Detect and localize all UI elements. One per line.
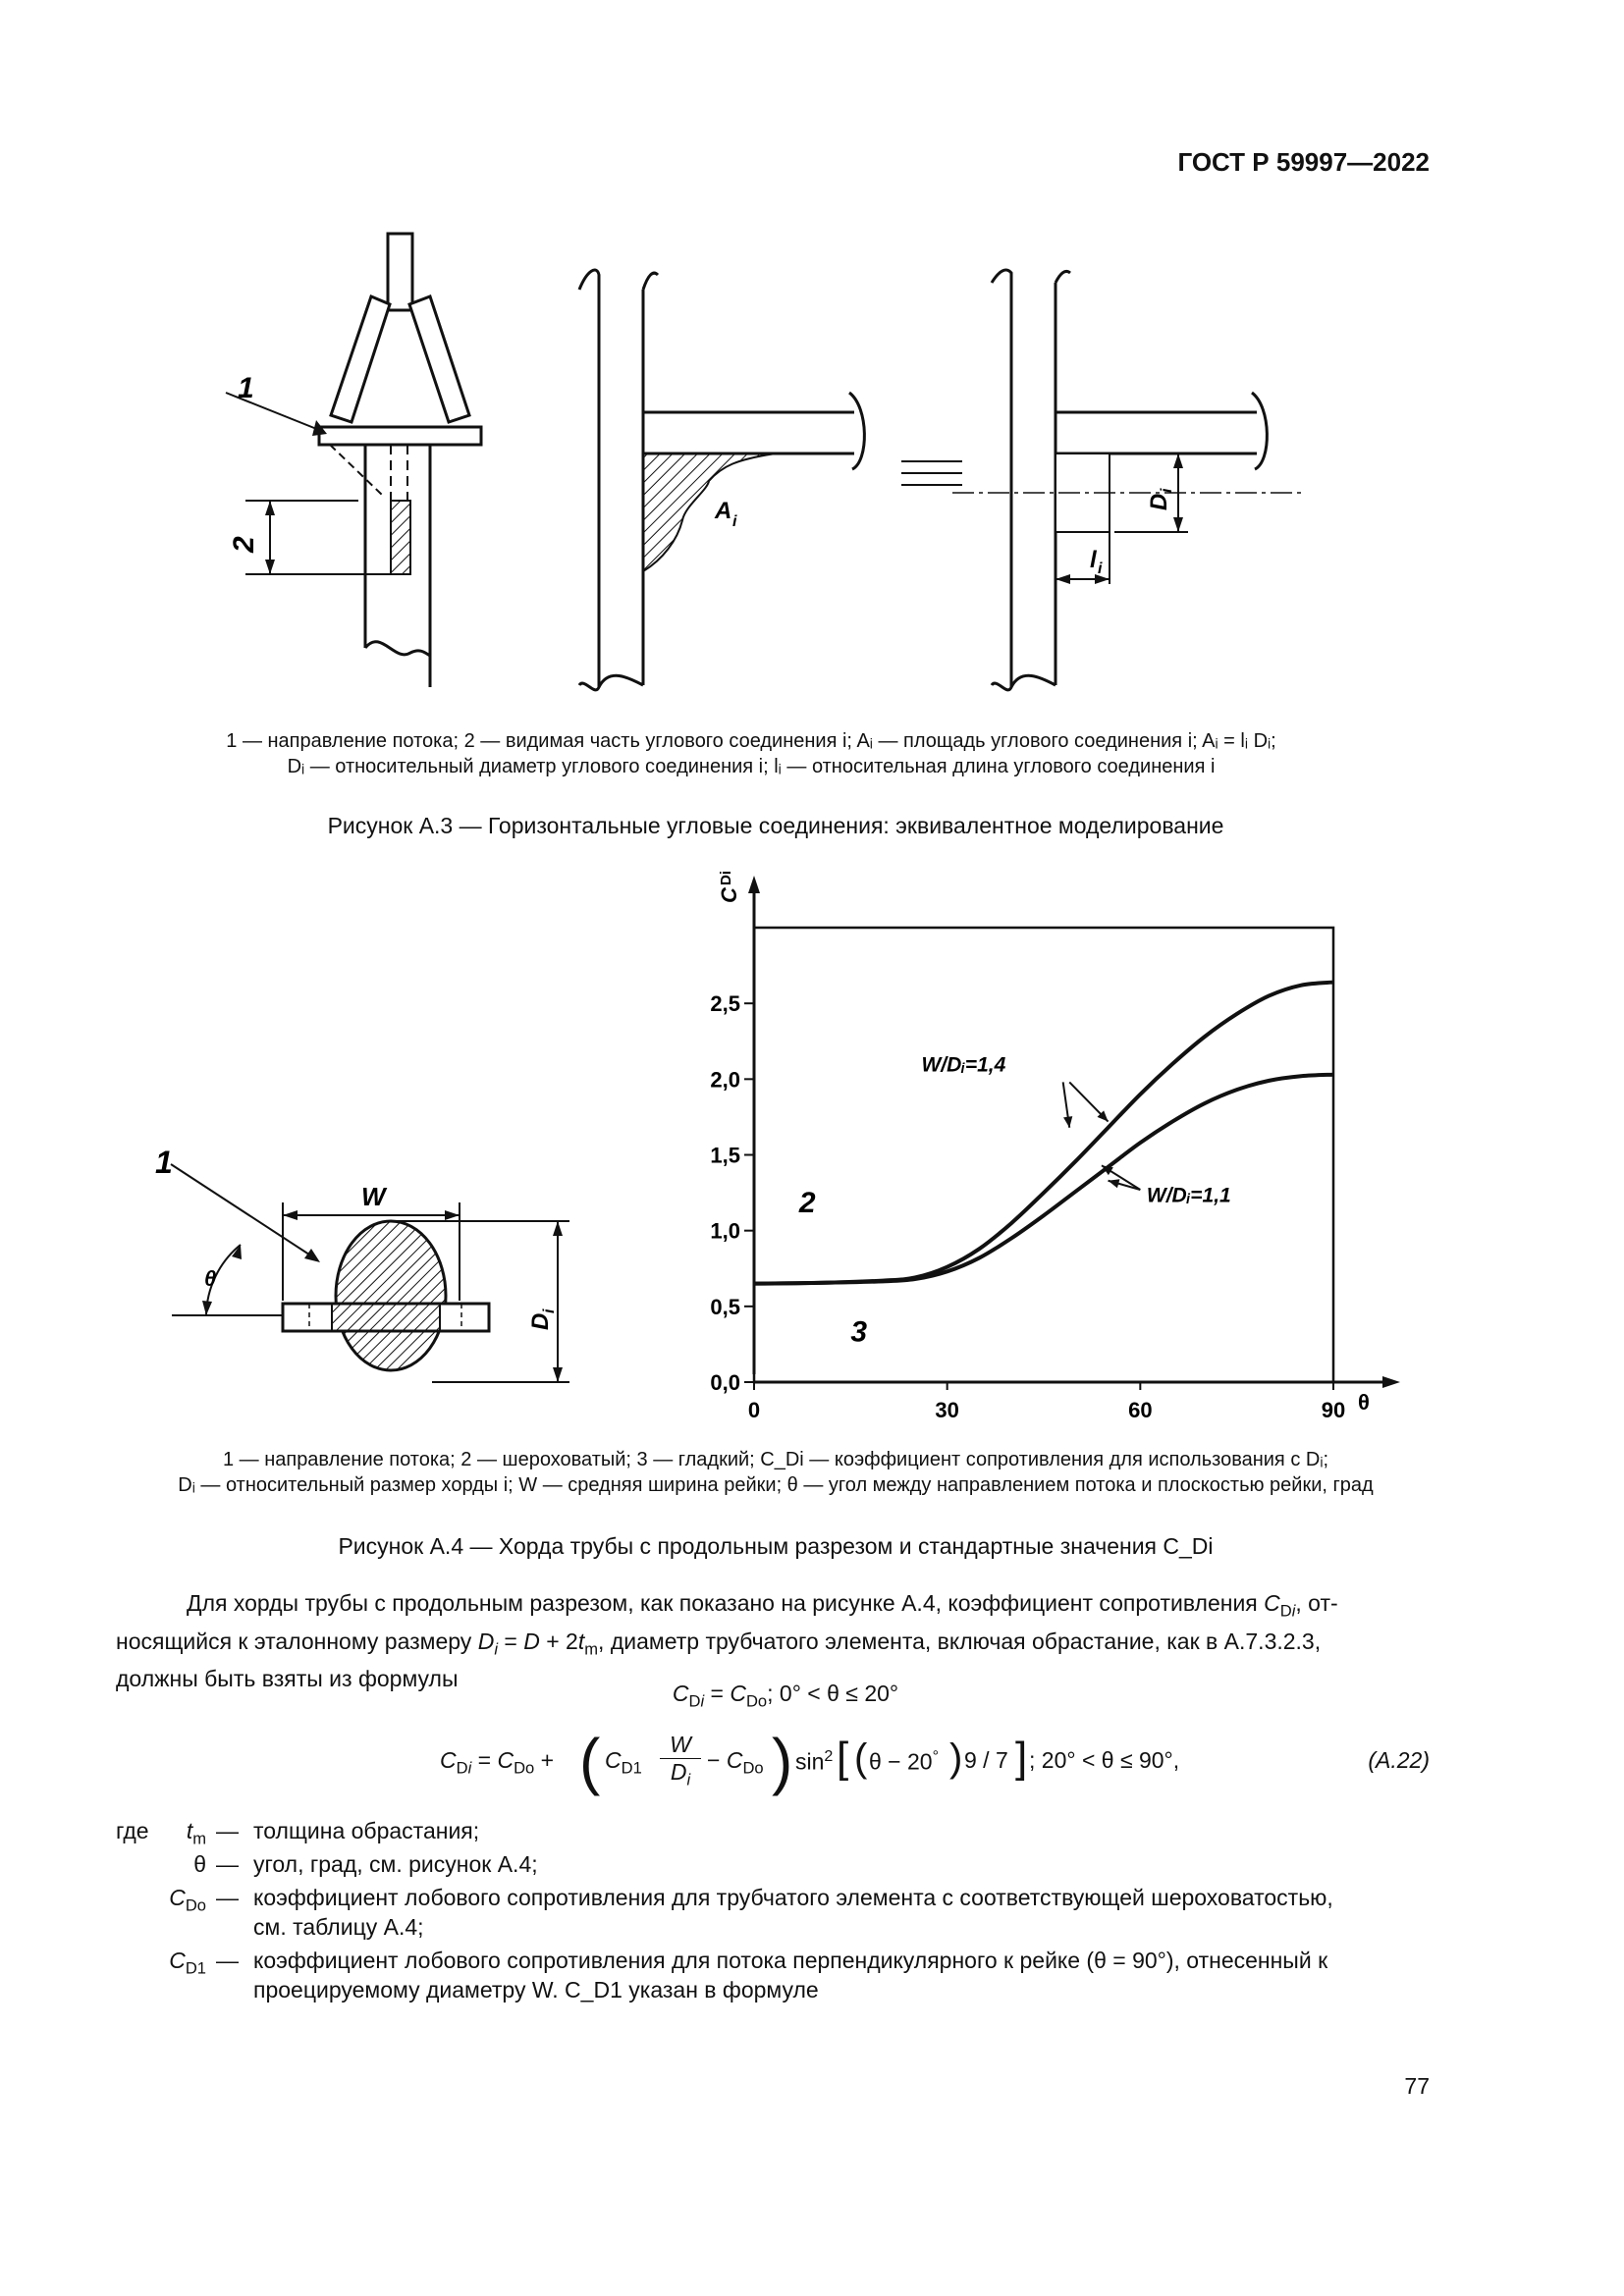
chart-series-line-2: [754, 1075, 1333, 1284]
body-line-2b: , диаметр трубчатого элемента, включая обрастание, как в А.7.3.2.3,: [598, 1628, 1322, 1654]
fig-a3-label-visible: 2: [228, 536, 260, 553]
fig-a3-label-area-sub: i: [732, 513, 737, 530]
body-line-1a: Для хорды трубы с продольным разрезом, как показано на рисунке А.4, коэффициент сопротивления: [187, 1590, 1258, 1616]
body-cdi-symbol: $C_{Di}$: [1264, 1590, 1296, 1621]
fig-a3-label-area: A: [715, 498, 732, 524]
chart-y-tick-label: 1,0: [710, 1218, 740, 1244]
fig-a3-label-dia-sub: i: [1159, 488, 1175, 493]
page-number: 77: [1404, 2073, 1430, 2099]
chart-series-line-1: [754, 983, 1333, 1284]
definition-desc-cont: проецируемому диаметру W. C_D1 указан в формуле: [253, 1977, 819, 2002]
fig-a4-label-theta: θ: [204, 1266, 217, 1291]
chart-series-label-2: W/Dᵢ=1,1: [1146, 1184, 1231, 1207]
chart-x-tick-label: 0: [747, 1398, 761, 1422]
chart-ylabel: C: [717, 887, 741, 903]
figure-a3-legend-line-2: Dᵢ — относительный диаметр углового соединения i; lᵢ — относительная длина углового соединения i: [287, 756, 1216, 777]
definitions-lead: где: [116, 1818, 149, 1843]
chart-y-tick-label: 0,0: [710, 1370, 740, 1395]
body-line-2a: носящийся к эталонному размеру: [116, 1628, 472, 1654]
chart-y-tick-label: 2,0: [710, 1067, 740, 1093]
body-line-3: должны быть взяты из формулы: [116, 1666, 459, 1692]
definition-desc-cont: см. таблицу А.4;: [253, 1914, 424, 1940]
figure-a4-legend-line-2: Dᵢ — относительный размер хорды i; W — средняя ширина рейки; θ — угол между направлением потока и плоскостью рейки, град: [178, 1474, 1374, 1496]
definition-item: $t_m$ — толщина обрастания;: [0, 1816, 1624, 1845]
definition-item: θ — угол, град, см. рисунок А.4;: [0, 1849, 1624, 1879]
formula-2: $C_{Di} = C_{Do}$ + ( $C_{D1}$ W $D_i$ − $C_{Do}$ ) $\sin^2$ [ ( θ − 20° ) 9 / 7 ] ; 20° < θ ≤ 90°,: [440, 1726, 1180, 1796]
body-ref-size: $D_i = D + 2t_m$: [477, 1628, 599, 1659]
chart-x-tick-label: 90: [1321, 1398, 1346, 1422]
definition-symbol: $C_{Do}$: [169, 1885, 206, 1915]
formula-2-condition: ; 20° < θ ≤ 90°,: [1029, 1747, 1180, 1773]
definition-desc: толщина обрастания;: [253, 1818, 480, 1843]
chart-xlabel: θ: [1358, 1390, 1370, 1415]
definition-symbol: θ: [193, 1851, 206, 1877]
figure-a3-legend: [137, 728, 1365, 779]
formula-1-condition: ; 0° < θ ≤ 20°: [767, 1681, 899, 1706]
definition-desc: коэффициент лобового сопротивления для трубчатого элемента с соответствующей шероховатостью,: [253, 1885, 1333, 1910]
figure-a4-legend-line-1: 1 — направление потока; 2 — шероховатый; 3 — гладкий; C_Di — коэффициент сопротивления для использования с Dᵢ;: [222, 1449, 1329, 1470]
chart-series-label-1: W/Dᵢ=1,4: [921, 1053, 1006, 1077]
document-standard-number: ГОСТ Р 59997—2022: [1177, 147, 1430, 177]
chart-y-tick-label: 1,5: [710, 1143, 740, 1168]
figure-a4-section: [137, 1129, 599, 1404]
fig-a3-label-len: l: [1090, 547, 1097, 573]
formula-1: $C_{Di} = C_{Do}$; 0° < θ ≤ 20°: [672, 1681, 899, 1711]
figure-a4-chart: [687, 864, 1404, 1423]
fig-a4-label-dia: D: [527, 1312, 554, 1330]
definition-desc: коэффициент лобового сопротивления для потока перпендикулярного к рейке (θ = 90°), отнесенный к: [253, 1948, 1328, 1973]
chart-y-tick-label: 2,5: [710, 991, 740, 1017]
fig-a4-label-dia-sub: i: [541, 1308, 558, 1313]
definition-desc: угол, град, см. рисунок А.4;: [253, 1851, 538, 1877]
body-line-1b: , от-: [1295, 1590, 1338, 1616]
definition-symbol: $C_{D1}$: [169, 1948, 206, 1978]
chart-plot-frame: [754, 928, 1333, 1382]
fig-a3-label-dia: D: [1146, 493, 1172, 510]
chart-ylabel-sub: Di: [718, 871, 734, 885]
fig-a3-label-flow: 1: [238, 372, 254, 404]
chart-y-tick-label: 0,5: [710, 1294, 740, 1319]
body-paragraph: [116, 1588, 1432, 1693]
definition-item: $C_{D1}$ — коэффициент лобового сопротивления для потока перпендикулярного к рейке (θ = 90°), отнесенный к проецируемому диаметру W. C_D1 указан в формуле: [0, 1946, 1624, 2004]
definition-symbol: $t_m$: [186, 1818, 206, 1848]
chart-annotation-smooth: 3: [850, 1315, 868, 1349]
figure-a4-caption: Рисунок А.4 — Хорда трубы с продольным разрезом и стандартные значения C_Di: [338, 1533, 1214, 1559]
definition-item: $C_{Do}$ — коэффициент лобового сопротивления для трубчатого элемента с соответствующей шероховатостью, см. таблицу А.4;: [0, 1883, 1624, 1942]
formula-2-number: (A.22): [1368, 1747, 1430, 1773]
chart-leader-arrowhead: [1063, 1116, 1072, 1128]
figure-a4-legend: [98, 1447, 1453, 1498]
figure-a3-drawing: [147, 216, 1326, 707]
fig-a4-label-flow: 1: [155, 1145, 173, 1180]
figure-a3-legend-line-1: 1 — направление потока; 2 — видимая часть углового соединения i; Aᵢ — площадь углового соединения i; Aᵢ = lᵢ Dᵢ;: [226, 730, 1276, 752]
fig-a4-label-width: W: [361, 1182, 386, 1211]
chart-x-tick-label: 30: [935, 1398, 959, 1422]
chart-annotation-rough: 2: [798, 1187, 816, 1220]
figure-a3-caption: Рисунок А.3 — Горизонтальные угловые соединения: эквивалентное моделирование: [327, 813, 1224, 838]
fig-a3-label-len-sub: i: [1098, 561, 1103, 577]
chart-x-tick-label: 60: [1128, 1398, 1153, 1422]
chart-leader-arrowhead: [1109, 1179, 1120, 1188]
